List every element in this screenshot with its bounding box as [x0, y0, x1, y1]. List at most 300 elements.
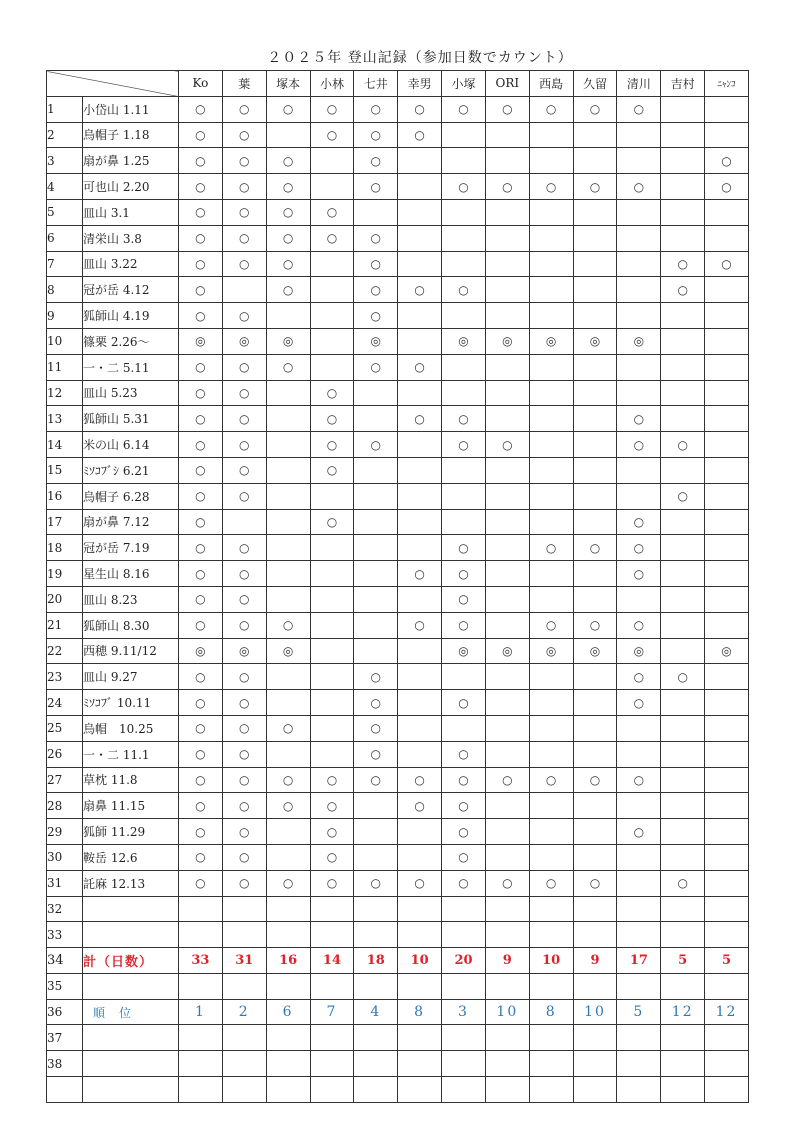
attendance-mark: ○ [179, 509, 223, 535]
row-number: 2 [47, 122, 83, 148]
event-label [83, 896, 179, 922]
table-row [47, 922, 749, 948]
attendance-mark [617, 793, 661, 819]
event-label: 冠が岳 7.19 [83, 535, 179, 561]
table-row [47, 1077, 749, 1103]
attendance-mark [485, 922, 529, 948]
attendance-mark: ○ [266, 767, 310, 793]
attendance-mark: ◎ [179, 638, 223, 664]
empty-cell [179, 1025, 223, 1051]
event-label: ﾐｿｺﾌﾞ 10.11 [83, 690, 179, 716]
empty-cell [661, 1025, 705, 1051]
attendance-mark [705, 896, 749, 922]
total-value: 10 [398, 948, 442, 974]
attendance-mark: ○ [266, 225, 310, 251]
event-label: 小岱山 1.11 [83, 96, 179, 122]
attendance-mark [310, 251, 354, 277]
attendance-mark [310, 741, 354, 767]
attendance-mark: ○ [354, 664, 398, 690]
attendance-mark [354, 561, 398, 587]
attendance-mark: ◎ [266, 328, 310, 354]
attendance-mark: ○ [266, 96, 310, 122]
attendance-mark [661, 896, 705, 922]
event-label [83, 1025, 179, 1051]
rank-value: 7 [310, 999, 354, 1025]
attendance-mark [398, 664, 442, 690]
attendance-mark: ○ [442, 174, 486, 200]
attendance-mark: ○ [354, 741, 398, 767]
table-row [47, 303, 749, 329]
empty-cell [442, 1051, 486, 1077]
empty-cell [310, 973, 354, 999]
attendance-mark [573, 483, 617, 509]
attendance-mark [617, 922, 661, 948]
rank-value: 10 [573, 999, 617, 1025]
empty-cell [485, 1077, 529, 1103]
empty-cell [529, 1025, 573, 1051]
attendance-mark [398, 509, 442, 535]
attendance-mark: ○ [222, 354, 266, 380]
attendance-mark [485, 509, 529, 535]
row-number: 11 [47, 354, 83, 380]
attendance-mark [398, 432, 442, 458]
attendance-mark: ○ [354, 690, 398, 716]
table-row [47, 96, 749, 122]
attendance-mark: ◎ [485, 638, 529, 664]
attendance-mark: ○ [222, 199, 266, 225]
row-number: 4 [47, 174, 83, 200]
attendance-mark [617, 741, 661, 767]
attendance-mark [573, 844, 617, 870]
row-number: 24 [47, 690, 83, 716]
attendance-mark: ○ [179, 174, 223, 200]
attendance-mark: ○ [179, 199, 223, 225]
attendance-mark: ◎ [705, 638, 749, 664]
attendance-mark: ○ [354, 354, 398, 380]
attendance-mark [398, 251, 442, 277]
attendance-mark [705, 380, 749, 406]
attendance-mark [398, 328, 442, 354]
attendance-mark: ○ [179, 793, 223, 819]
row-number: 17 [47, 509, 83, 535]
table-row [47, 612, 749, 638]
attendance-mark: ◎ [485, 328, 529, 354]
attendance-mark: ○ [617, 96, 661, 122]
empty-cell [222, 1077, 266, 1103]
attendance-mark [485, 225, 529, 251]
attendance-mark: ○ [179, 870, 223, 896]
attendance-mark [661, 922, 705, 948]
attendance-mark [354, 612, 398, 638]
participant-header: 西島 [529, 71, 573, 97]
attendance-mark [266, 535, 310, 561]
attendance-mark [442, 354, 486, 380]
participant-header: 清川 [617, 71, 661, 97]
table-row [47, 174, 749, 200]
attendance-mark: ○ [354, 225, 398, 251]
attendance-mark: ○ [222, 767, 266, 793]
attendance-mark: ○ [617, 561, 661, 587]
row-number: 26 [47, 741, 83, 767]
empty-cell [266, 973, 310, 999]
attendance-mark [573, 457, 617, 483]
empty-cell [529, 1051, 573, 1077]
row-number: 15 [47, 457, 83, 483]
attendance-mark [442, 148, 486, 174]
event-label [83, 973, 179, 999]
empty-cell [398, 973, 442, 999]
event-label: 狐師山 8.30 [83, 612, 179, 638]
rank-value: 2 [222, 999, 266, 1025]
attendance-mark [310, 277, 354, 303]
attendance-mark [354, 406, 398, 432]
attendance-mark: ○ [179, 354, 223, 380]
table-row [47, 354, 749, 380]
table-row [47, 509, 749, 535]
attendance-mark [705, 225, 749, 251]
attendance-mark [398, 844, 442, 870]
attendance-mark: ○ [485, 174, 529, 200]
empty-cell [266, 1051, 310, 1077]
attendance-mark [617, 122, 661, 148]
row-number: 6 [47, 225, 83, 251]
attendance-mark [661, 199, 705, 225]
event-label: 冠が岳 4.12 [83, 277, 179, 303]
attendance-mark: ○ [442, 741, 486, 767]
attendance-mark [661, 457, 705, 483]
table-row [47, 870, 749, 896]
empty-cell [705, 1051, 749, 1077]
attendance-mark: ○ [222, 303, 266, 329]
attendance-mark [661, 819, 705, 845]
empty-cell [617, 1051, 661, 1077]
attendance-mark [485, 457, 529, 483]
attendance-mark [398, 690, 442, 716]
attendance-mark [266, 819, 310, 845]
attendance-mark: ○ [398, 767, 442, 793]
attendance-mark [705, 432, 749, 458]
empty-cell [529, 973, 573, 999]
rank-value: 8 [398, 999, 442, 1025]
attendance-mark [266, 509, 310, 535]
empty-cell [398, 1025, 442, 1051]
attendance-table [46, 70, 749, 1103]
participant-header: ORI [485, 71, 529, 97]
attendance-mark: ○ [222, 406, 266, 432]
empty-cell [529, 1077, 573, 1103]
attendance-mark [661, 406, 705, 432]
attendance-mark: ○ [354, 174, 398, 200]
attendance-mark [573, 586, 617, 612]
attendance-mark [661, 535, 705, 561]
attendance-mark [310, 148, 354, 174]
attendance-mark: ○ [179, 819, 223, 845]
event-label: 皿山 3.1 [83, 199, 179, 225]
attendance-mark: ○ [354, 277, 398, 303]
table-row [47, 148, 749, 174]
attendance-mark [310, 638, 354, 664]
event-label: 一・二 11.1 [83, 741, 179, 767]
attendance-mark: ◎ [179, 328, 223, 354]
attendance-mark [222, 509, 266, 535]
attendance-mark [573, 896, 617, 922]
attendance-mark: ◎ [573, 638, 617, 664]
row-number: 31 [47, 870, 83, 896]
attendance-mark: ○ [573, 870, 617, 896]
attendance-mark [661, 844, 705, 870]
attendance-mark [705, 122, 749, 148]
attendance-mark [705, 509, 749, 535]
empty-cell [179, 1051, 223, 1077]
attendance-mark [398, 741, 442, 767]
attendance-mark [442, 199, 486, 225]
participant-header: 吉村 [661, 71, 705, 97]
attendance-mark: ○ [266, 174, 310, 200]
attendance-mark: ○ [222, 715, 266, 741]
attendance-mark [442, 896, 486, 922]
row-number: 13 [47, 406, 83, 432]
attendance-mark [179, 922, 223, 948]
attendance-mark: ○ [398, 793, 442, 819]
attendance-mark [398, 457, 442, 483]
total-value: 18 [354, 948, 398, 974]
table-row [47, 1051, 749, 1077]
attendance-mark: ○ [529, 612, 573, 638]
attendance-mark: ◎ [354, 328, 398, 354]
rank-value: 12 [661, 999, 705, 1025]
attendance-mark [266, 122, 310, 148]
table-row [47, 277, 749, 303]
attendance-mark: ◎ [222, 638, 266, 664]
table-row [47, 225, 749, 251]
attendance-mark [617, 483, 661, 509]
attendance-mark [573, 741, 617, 767]
attendance-mark [222, 277, 266, 303]
attendance-mark: ○ [617, 432, 661, 458]
attendance-mark [705, 483, 749, 509]
attendance-mark [529, 380, 573, 406]
event-label: 狐師山 4.19 [83, 303, 179, 329]
rank-value: 5 [617, 999, 661, 1025]
attendance-mark [529, 354, 573, 380]
table-row [47, 457, 749, 483]
attendance-mark: ○ [179, 96, 223, 122]
total-value: 31 [222, 948, 266, 974]
table-row [47, 793, 749, 819]
attendance-mark [573, 561, 617, 587]
attendance-mark [573, 509, 617, 535]
table-row [47, 664, 749, 690]
attendance-mark [573, 715, 617, 741]
attendance-mark: ○ [442, 406, 486, 432]
attendance-mark: ○ [573, 96, 617, 122]
attendance-mark [617, 225, 661, 251]
attendance-mark [661, 354, 705, 380]
attendance-mark [705, 96, 749, 122]
attendance-mark: ○ [529, 535, 573, 561]
attendance-mark [705, 690, 749, 716]
attendance-mark [573, 277, 617, 303]
attendance-mark: ○ [617, 819, 661, 845]
event-label: 扇鼻 11.15 [83, 793, 179, 819]
event-label: 狐師 11.29 [83, 819, 179, 845]
empty-cell [705, 1025, 749, 1051]
attendance-mark: ○ [179, 561, 223, 587]
table-row [47, 328, 749, 354]
attendance-mark [310, 612, 354, 638]
attendance-mark: ○ [179, 432, 223, 458]
attendance-mark [705, 303, 749, 329]
attendance-mark [485, 122, 529, 148]
row-number [47, 1077, 83, 1103]
table-row [47, 380, 749, 406]
row-number: 5 [47, 199, 83, 225]
attendance-mark [485, 406, 529, 432]
attendance-mark [310, 922, 354, 948]
attendance-mark [529, 432, 573, 458]
participant-header: 幸男 [398, 71, 442, 97]
attendance-mark [529, 561, 573, 587]
attendance-mark: ◎ [573, 328, 617, 354]
attendance-mark: ○ [617, 767, 661, 793]
attendance-mark: ○ [617, 664, 661, 690]
attendance-mark [661, 741, 705, 767]
attendance-mark [661, 793, 705, 819]
attendance-mark [310, 354, 354, 380]
attendance-mark: ○ [310, 819, 354, 845]
row-number: 18 [47, 535, 83, 561]
attendance-mark: ○ [310, 844, 354, 870]
empty-cell [310, 1025, 354, 1051]
attendance-mark [573, 122, 617, 148]
attendance-mark [442, 122, 486, 148]
attendance-mark: ○ [222, 148, 266, 174]
attendance-mark [266, 483, 310, 509]
attendance-mark [661, 174, 705, 200]
empty-cell [661, 1077, 705, 1103]
attendance-mark: ○ [222, 483, 266, 509]
participant-header: 葉 [222, 71, 266, 97]
event-label: 狐師山 5.31 [83, 406, 179, 432]
attendance-mark: ◎ [442, 638, 486, 664]
attendance-mark [573, 380, 617, 406]
row-number: 22 [47, 638, 83, 664]
attendance-mark: ○ [222, 741, 266, 767]
attendance-mark [442, 303, 486, 329]
attendance-mark [661, 586, 705, 612]
row-number: 25 [47, 715, 83, 741]
attendance-mark: ○ [617, 509, 661, 535]
attendance-mark [529, 922, 573, 948]
empty-cell [222, 1025, 266, 1051]
table-row [47, 535, 749, 561]
attendance-mark [617, 277, 661, 303]
attendance-mark: ○ [617, 612, 661, 638]
attendance-mark: ○ [179, 612, 223, 638]
attendance-mark [661, 380, 705, 406]
empty-cell [354, 973, 398, 999]
attendance-mark [442, 922, 486, 948]
attendance-mark [398, 148, 442, 174]
attendance-mark [661, 225, 705, 251]
attendance-mark: ○ [179, 380, 223, 406]
attendance-mark [310, 586, 354, 612]
attendance-mark: ○ [310, 870, 354, 896]
attendance-mark: ○ [398, 96, 442, 122]
attendance-mark [485, 741, 529, 767]
attendance-mark [354, 638, 398, 664]
attendance-mark [354, 896, 398, 922]
attendance-mark [485, 793, 529, 819]
attendance-mark: ○ [179, 122, 223, 148]
total-value: 9 [573, 948, 617, 974]
empty-cell [705, 973, 749, 999]
attendance-mark: ○ [310, 225, 354, 251]
attendance-mark: ○ [573, 767, 617, 793]
attendance-mark [661, 561, 705, 587]
attendance-mark: ○ [179, 225, 223, 251]
attendance-mark: ○ [442, 870, 486, 896]
total-value: 5 [661, 948, 705, 974]
attendance-mark: ○ [179, 148, 223, 174]
event-label [83, 1051, 179, 1077]
event-label [83, 1077, 179, 1103]
attendance-mark: ◎ [222, 328, 266, 354]
attendance-mark: ○ [222, 457, 266, 483]
attendance-mark: ○ [573, 535, 617, 561]
attendance-mark [354, 380, 398, 406]
row-number: 19 [47, 561, 83, 587]
attendance-mark [266, 664, 310, 690]
attendance-mark: ○ [179, 535, 223, 561]
attendance-mark [398, 638, 442, 664]
attendance-mark: ○ [222, 844, 266, 870]
attendance-mark [617, 380, 661, 406]
attendance-mark [573, 225, 617, 251]
attendance-mark [617, 870, 661, 896]
attendance-mark: ○ [179, 303, 223, 329]
attendance-mark [529, 793, 573, 819]
table-row [47, 767, 749, 793]
attendance-mark: ◎ [529, 638, 573, 664]
attendance-mark: ○ [310, 96, 354, 122]
attendance-mark [310, 664, 354, 690]
attendance-mark [266, 432, 310, 458]
attendance-mark: ○ [266, 148, 310, 174]
attendance-mark [529, 844, 573, 870]
attendance-mark: ○ [398, 612, 442, 638]
row-number: 3 [47, 148, 83, 174]
attendance-mark [705, 741, 749, 767]
row-number: 1 [47, 96, 83, 122]
rank-value: 1 [179, 999, 223, 1025]
attendance-mark [222, 922, 266, 948]
total-value: 9 [485, 948, 529, 974]
event-label: 扇が鼻 1.25 [83, 148, 179, 174]
event-label: 星生山 8.16 [83, 561, 179, 587]
attendance-mark [266, 380, 310, 406]
attendance-mark: ○ [485, 767, 529, 793]
table-row [47, 406, 749, 432]
attendance-mark: ○ [266, 354, 310, 380]
rank-value: 6 [266, 999, 310, 1025]
event-label: 託麻 12.13 [83, 870, 179, 896]
table-row [47, 561, 749, 587]
attendance-mark: ○ [398, 870, 442, 896]
attendance-mark [573, 432, 617, 458]
attendance-mark: ○ [266, 199, 310, 225]
empty-cell [485, 1051, 529, 1077]
